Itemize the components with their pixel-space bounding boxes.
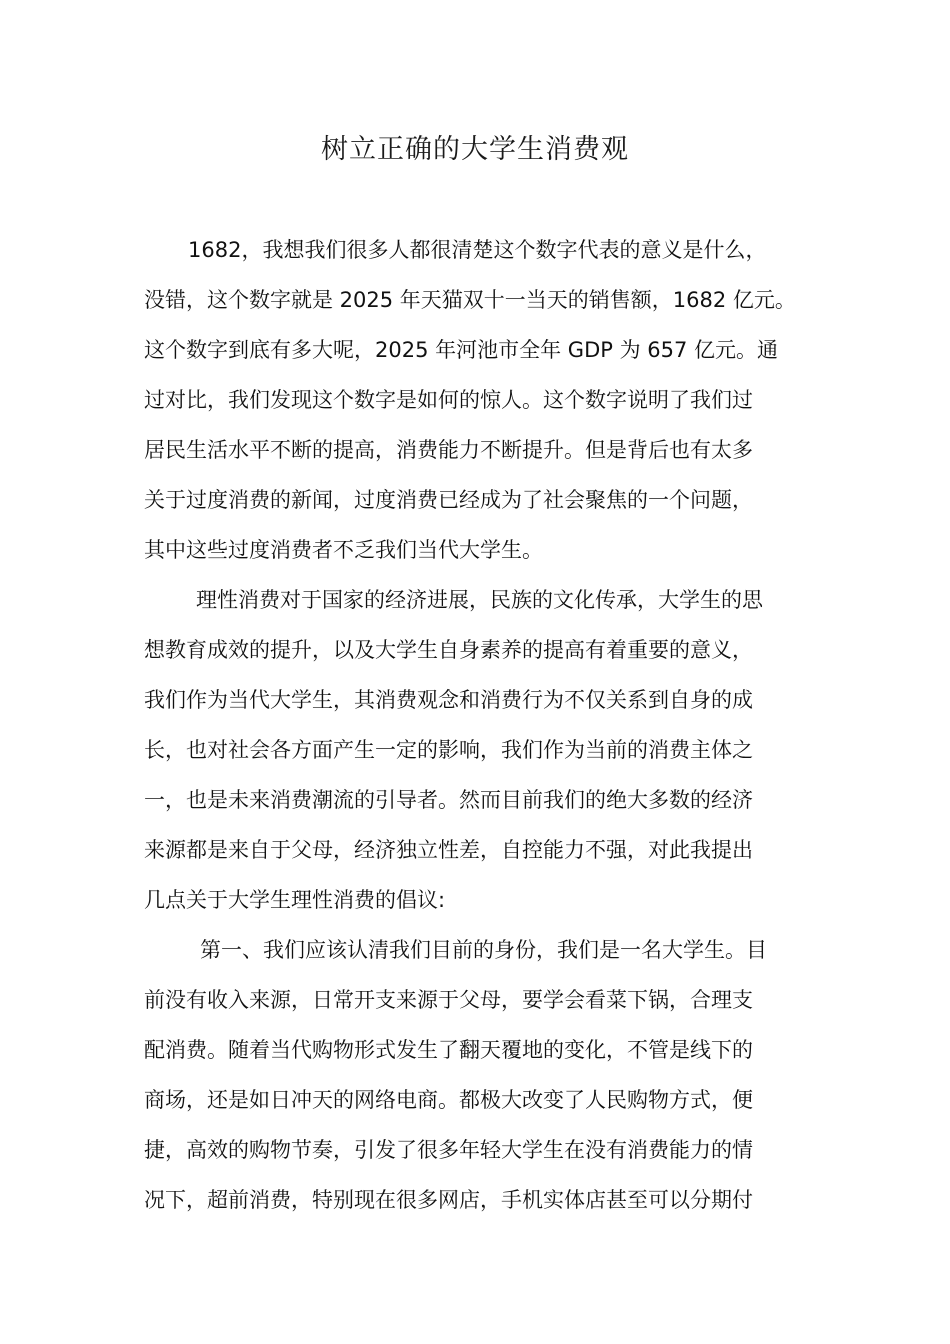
text-line: 过对比，我们发现这个数字是如何的惊人。这个数字说明了我们过 [144, 388, 753, 412]
text-line: 其中这些过度消费者不乏我们当代大学生。 [144, 538, 543, 562]
text-line: 第一、我们应该认清我们目前的身份，我们是一名大学生。目 [200, 938, 767, 962]
text-line: 1682，我想我们很多人都很清楚这个数字代表的意义是什么， [188, 238, 767, 262]
text-line: 关于过度消费的新闻，过度消费已经成为了社会聚焦的一个问题， [144, 488, 753, 512]
document-title: 树立正确的大学生消费观 [321, 134, 629, 165]
text-line: 没错，这个数字就是 2025 年天猫双十一当天的销售额，1682 亿元。 [144, 288, 796, 312]
text-line: 几点关于大学生理性消费的倡议: [144, 888, 446, 912]
text-line: 这个数字到底有多大呢，2025 年河池市全年 GDP 为 657 亿元。通 [144, 338, 779, 362]
text-line: 前没有收入来源，日常开支来源于父母，要学会看菜下锅，合理支 [144, 988, 753, 1012]
text-line: 居民生活水平不断的提高，消费能力不断提升。但是背后也有太多 [144, 438, 753, 462]
text-line: 一，也是未来消费潮流的引导者。然而目前我们的绝大多数的经济 [144, 788, 753, 812]
text-line: 长，也对社会各方面产生一定的影响，我们作为当前的消费主体之 [144, 738, 753, 762]
text-line: 想教育成效的提升，以及大学生自身素养的提高有着重要的意义， [144, 638, 753, 662]
text-line: 我们作为当代大学生，其消费观念和消费行为不仅关系到自身的成 [144, 688, 753, 712]
text-line: 捷，高效的购物节奏，引发了很多年轻大学生在没有消费能力的情 [144, 1138, 753, 1162]
text-line: 况下，超前消费，特别现在很多网店，手机实体店甚至可以分期付 [144, 1188, 753, 1212]
text-line: 商场，还是如日冲天的网络电商。都极大改变了人民购物方式，便 [144, 1088, 753, 1112]
text-line: 配消费。随着当代购物形式发生了翻天覆地的变化，不管是线下的 [144, 1038, 753, 1062]
text-line: 理性消费对于国家的经济进展，民族的文化传承，大学生的思 [196, 588, 763, 612]
text-line: 来源都是来自于父母，经济独立性差，自控能力不强，对此我提出 [144, 838, 753, 862]
